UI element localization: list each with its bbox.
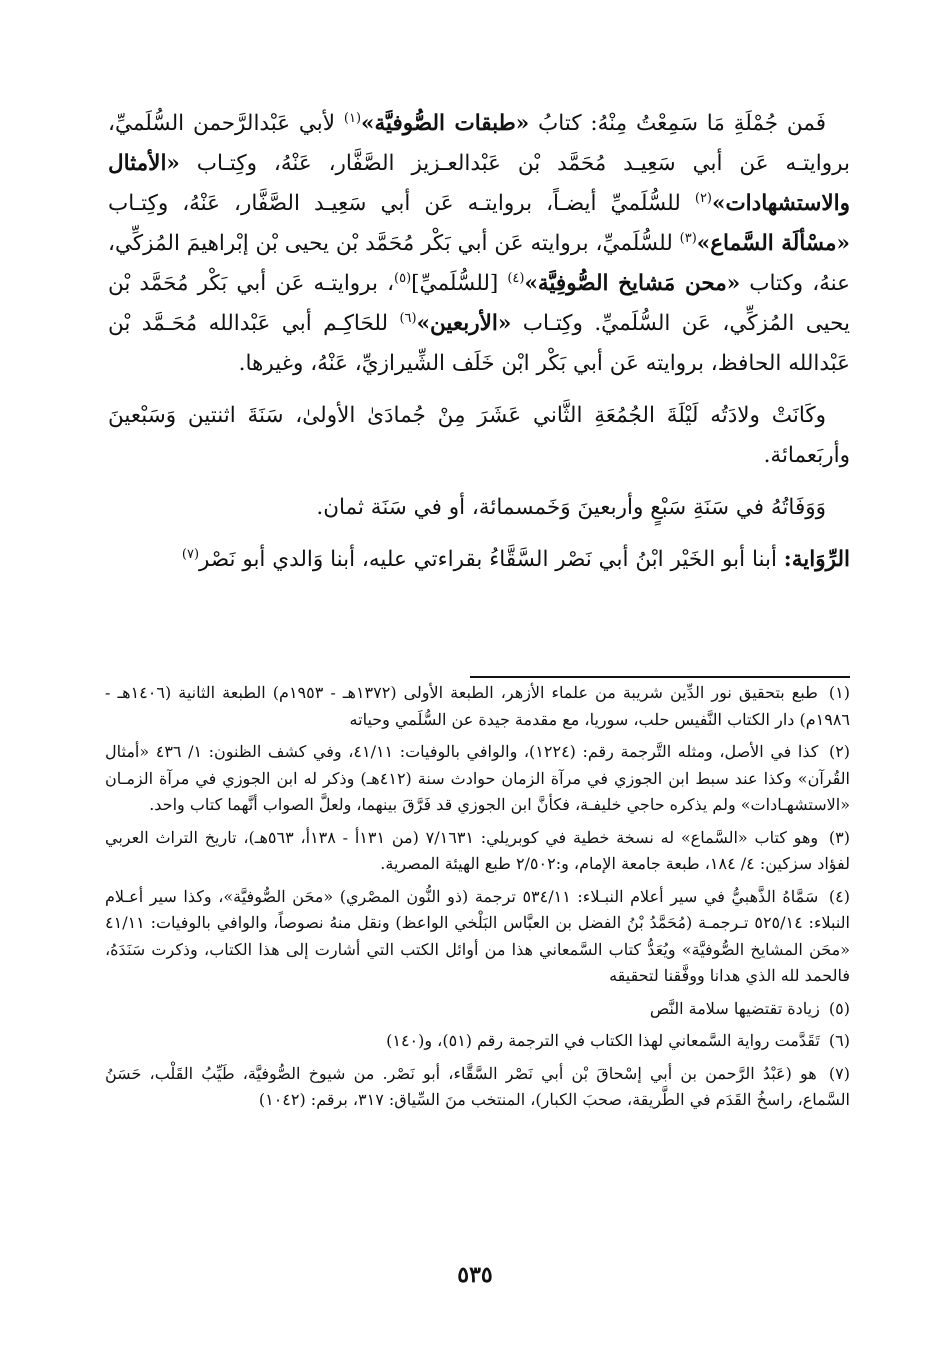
book-title: «الأمثال والاستشهادات» bbox=[108, 151, 850, 216]
paragraph-riwaya bbox=[108, 540, 850, 580]
footnote-ref: (٣) bbox=[679, 230, 697, 246]
text-run: [للسُّلَميِّ] bbox=[411, 271, 508, 296]
book-title: «الأربعين» bbox=[416, 311, 512, 336]
text-run: للسُّلَميِّ، بروايته عَن أبي بَكْر مُحَمَّد بْن يحيى بْن إبْراهيمَ المُزكِّي، عنهُ، وكتاب bbox=[108, 231, 850, 296]
main-text bbox=[108, 104, 850, 580]
footnote bbox=[105, 1061, 850, 1114]
footnote-ref: (٢) bbox=[694, 190, 712, 206]
footnote-text: طبع بتحقيق نور الدِّين شريبة من علماء الأزهر، الطبعة الأولى (١٣٧٢هـ - ١٩٥٣م) الطبعة الثانية (١٤٠٦هـ - ١٩٨٦م) دار الكتاب النَّفيس حلب، سوريا، مع مقدمة جيدة عن السُّلَمي وحياته bbox=[105, 683, 850, 729]
text-run: فَمن جُمْلَةِ مَا سَمِعْتُ مِنْهُ: كتابُ bbox=[529, 111, 826, 136]
page-number: ٥٣٥ bbox=[457, 1262, 493, 1288]
footnote-number: (٢) bbox=[828, 742, 851, 761]
text-run: لأبي عَبْدالرَّحمن السُّلَميِّ، بروايتـه عَن أبي سَعِيـد مُحَمَّد بْن عَبْدالعـزيز الصَّفَّار، عَنْهُ، وكِتـاب bbox=[108, 111, 850, 176]
footnote-text: تَقَدَّمت رواية السَّمعاني لهذا الكتاب في الترجمة رقم (٥١)، و(١٤٠) bbox=[386, 1031, 820, 1050]
footnote-number: (١) bbox=[828, 683, 851, 702]
footnote bbox=[105, 996, 850, 1023]
footnote bbox=[105, 680, 850, 733]
footnote-number: (٥) bbox=[828, 998, 850, 1018]
footnote-ref: (١) bbox=[343, 110, 362, 126]
text-run: أبنا أبو الخَيْر ابْنُ أبي نَصْر السَّقَّاءُ بقراءتي عليه، أبنا وَالدي أبو نَصْر bbox=[199, 547, 784, 572]
footnote-ref: (٧) bbox=[181, 546, 200, 562]
section-label: الرِّوَاية: bbox=[783, 547, 850, 572]
footnote-text: كذا في الأصل، ومثله التَّرجمة رقم: (١٢٢٤)، والوافي بالوفيات: ٤١/١١، وفي كشف الظنون: ١/ ٤٣٦ «أمثال القُرآن» وكذا عند سبط ابن الجوزي في مرآة الزمان حوادث سنة (٤١٢هـ) وذكر له ابن الجوزي في مرآة الزمـان «الاستشهـادات» ولم يذكره حاجي خليفـة، فكأنَّ ابن الجوزي قد فَرَّقَ بينهما، ولعلَّ الصواب أنَّهما كتاب واحد. bbox=[105, 742, 851, 814]
book-title: «طبقات الصُّوفيَّة» bbox=[361, 111, 530, 136]
paragraph-birth: وكَانَتْ ولادَتُه لَيْلَةَ الجُمُعَةِ الثَّاني عَشَرَ مِنْ جُمادَىٰ الأولىٰ، سَنَةَ اثنتين وَسَبْعينَ وأربَعمائة. bbox=[108, 403, 850, 468]
footnote-ref: (٥) bbox=[394, 270, 412, 286]
text-run: للحَاكِـم أبي عَبْدالله مُحَـمَّد بْن عَبْدالله الحافظ، بروايته عَن أبي بَكْر ابْن خَلَف الشِّيرازيِّ، عَنْهُ، وغيرها. bbox=[108, 311, 850, 376]
footnote-text: زيادة تقتضيها سلامة النَّص bbox=[649, 998, 820, 1018]
footnote bbox=[105, 884, 850, 990]
footnote-ref: (٦) bbox=[399, 310, 417, 326]
text-run: ، بروايتـه عَن أبي بَكْر مُحَمَّد بْن يحيى المُزكِّي، عَن السُّلَميِّ. وكِتـاب bbox=[108, 271, 850, 336]
footnote-number: (٦) bbox=[828, 1031, 850, 1050]
footnote-text: هو (عَبْدُ الرَّحمن بن أبي إسْحاقَ بْن أبي نَصْر السَّقَّاء، أبو نَصْر. من شيوخ الصُّوفيَّة، طَيِّبُ القَلْب، حَسَنُ السَّماع، راسخُ القَدَم في الطَّريقة، صحبَ الكبار)، المنتخب منَ السِّياق: ٣١٧، برقم: (١٠٤٢) bbox=[105, 1063, 850, 1109]
book-title: «مسْألَة السَّماع» bbox=[696, 231, 850, 256]
paragraph-works bbox=[108, 104, 850, 384]
book-title: «محن مَشايخ الصُّوفِيَّة» bbox=[524, 271, 741, 296]
paragraph-death: وَوَفَاتُهُ في سَنَةِ سَبْعٍ وأربعينَ وَخَمسمائة، أو في سَنَة ثمان. bbox=[316, 495, 826, 520]
footnote bbox=[105, 825, 850, 878]
text-run: للسُّلَميِّ أيضـاً، بروايتـه عَن أبي سَعِيـد الصَّفَّار، عَنْهُ، وكِتـاب bbox=[108, 191, 695, 216]
footnote-number: (٣) bbox=[828, 827, 850, 847]
footnote-text: وهو كتاب «السَّماع» له نسخة خطية في كوبريلي: ٧/١٦٣١ (من ١٣١أ - ١٣٨أ، ٥٦٣هـ)، تاريخ التراث العربي لفؤاد سزكين: ٤/ ١٨٤، طبعة جامعة الإمام، و:٢/٥٠٢ طبع الهيئة المصرية. bbox=[105, 827, 850, 873]
footnote-divider bbox=[470, 676, 850, 678]
footnote bbox=[105, 739, 850, 819]
footnote-text: سَمَّاهُ الذَّهبيُّ في سير أعلام النبـلاء: ٥٣٤/١١ ترجمة (ذو النُّون المصْري) «محَن الصُّوفيَّة»، وكذا سير أعـلام النبلاء: ٥٢٥/١٤ تـرجمـة (مُحَمَّدُ بْنُ الفضل بن العبَّاس البَلْخي الواعظ) ونقل منهُ نصوصاً، والوافي بالوفيات: ٤١/١١ «محَن المشايخ الصُّوفيَّة» ويُعَدُّ كتاب السَّمعاني هذا من أوائل الكتب التي أشارت إلى هذا الكتاب، وذكرت سَنَدَهُ، فالحمد لله الذي هدانا ووفَّقنا لتحقيقه bbox=[105, 886, 850, 985]
footnote-ref: (٤) bbox=[507, 270, 525, 286]
footnote bbox=[105, 1028, 850, 1055]
footnote-number: (٤) bbox=[828, 886, 850, 906]
footnote-number: (٧) bbox=[828, 1063, 850, 1083]
footnotes bbox=[105, 680, 850, 1120]
